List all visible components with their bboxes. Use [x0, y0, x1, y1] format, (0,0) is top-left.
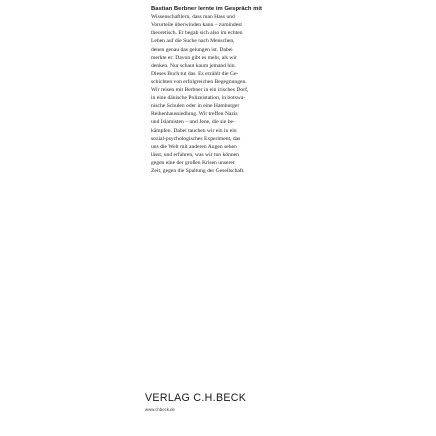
blurb-line: Wissenschaftlern, dass man Hass und	[151, 14, 235, 21]
publisher-url: www.chbeck.de	[145, 407, 175, 412]
blurb-line: nische Schulen oder in eine Hamburger	[151, 103, 240, 110]
blurb-title: Bastian Berbner lernte im Gespräch mit	[151, 6, 262, 12]
blurb-line: uns die Welt mit anderen Augen sehen	[151, 143, 237, 150]
blurb-line: in eine dänische Polizeistation, in botswa-	[151, 95, 246, 102]
blurb-line: merkte er: Davon gibt es mehr, als wir	[151, 54, 237, 61]
blurb-line: Zeit, gegen die Spaltung der Gesellschaft.	[151, 167, 245, 174]
publisher-name: VERLAG C.H.BECK	[145, 392, 247, 404]
blurb-line: Dieses Buch tut das. Es erzählt die Ge-	[151, 70, 239, 77]
blurb-line: denen genau das gelungen ist. Dabei	[151, 46, 233, 53]
blurb-line: schichten von erfolgreichen Begegnungen.	[151, 78, 247, 85]
blurb-line: und Islamisten – und Jene, die sie be-	[151, 119, 235, 126]
blurb-line: Wir reisen mit Berbner in ein irisches Dorf,	[151, 87, 249, 94]
blurb-line: theoretisch. Er begab sich also im echten	[151, 30, 243, 37]
blurb-line: lässt, und erfahren, was wir tun können	[151, 151, 239, 158]
blurb-line: sozial-psychologisches Experiment, das	[151, 135, 241, 142]
blurb-line: gegen eine der großen Krisen unserer	[151, 159, 235, 166]
blurb-line: Vorurteile überwinden kann – zumindest	[151, 22, 242, 29]
blurb-text	[151, 5, 295, 175]
blurb-line: Reihenhaussiedlung. Wir treffen Nazis	[151, 111, 238, 118]
blurb-line: denken. Nur schaut kaum jemand hin.	[151, 62, 236, 69]
blurb-line: kämpfen. Dabei tauchen wir ein in ein	[151, 127, 237, 134]
blurb-line: Leben auf die Suche nach Menschen,	[151, 38, 235, 45]
